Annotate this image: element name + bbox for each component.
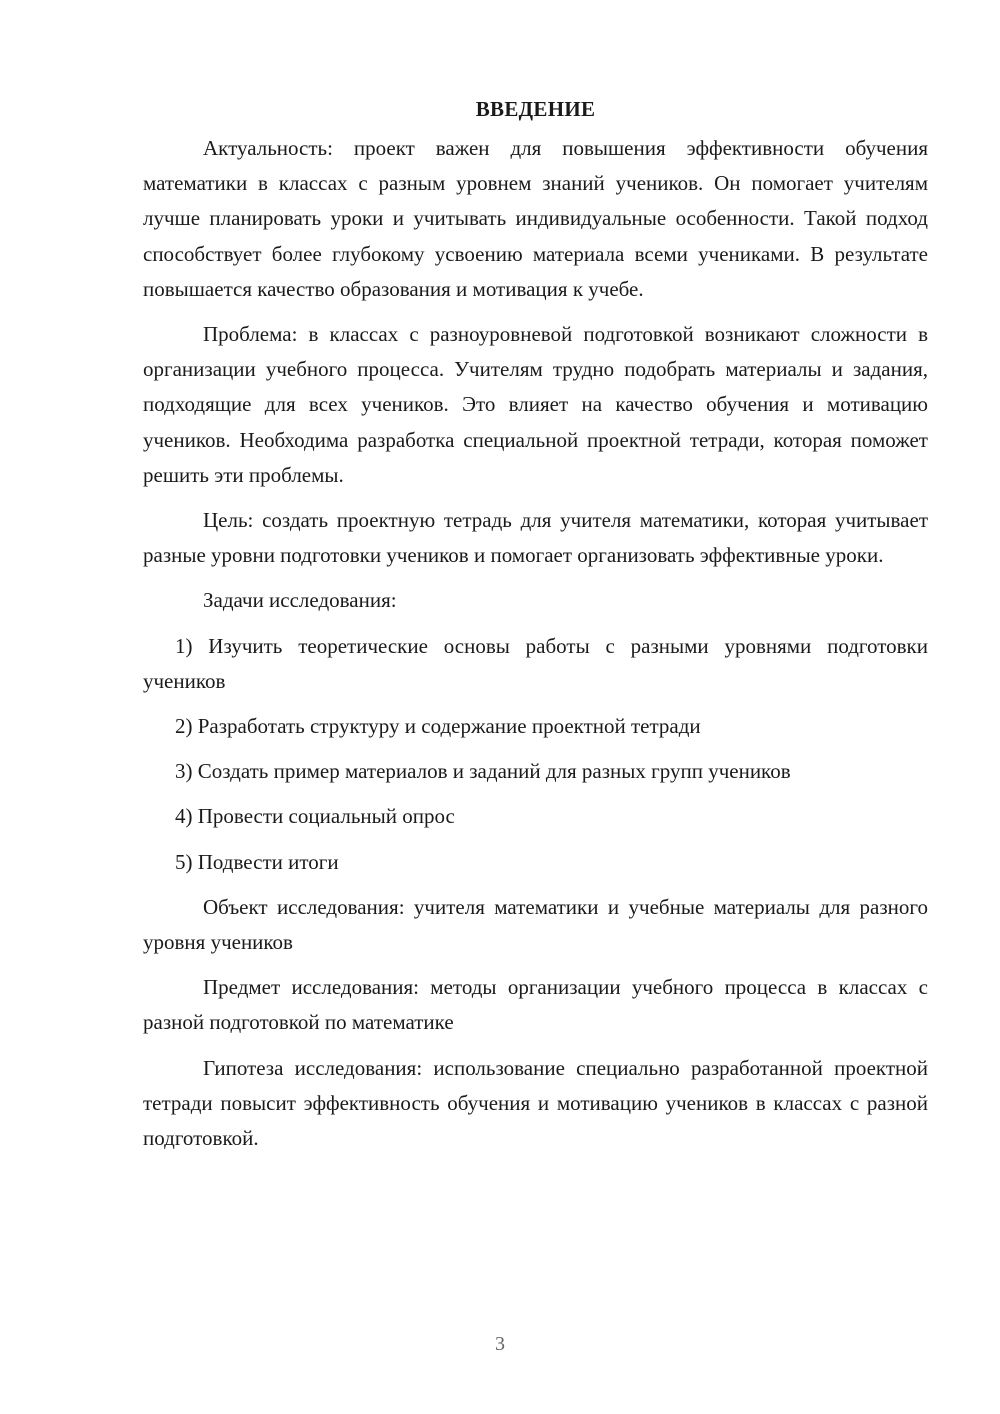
list-item: 2) Разработать структуру и содержание проектной тетради: [175, 714, 701, 739]
list-item: 4) Провести социальный опрос: [175, 804, 455, 829]
paragraph-object: Объект исследования: учителя математики и учебные материалы для разного уровня учеников: [143, 894, 928, 955]
paragraph-goal: Цель: создать проектную тетрадь для учителя математики, которая учитывает разные уровни подготовки учеников и помогает организовать эффективные уроки.: [143, 508, 928, 568]
tasks-title: Задачи исследования:: [203, 588, 397, 613]
page-number: 3: [495, 1333, 505, 1355]
paragraph-hypothesis: Гипотеза исследования: использование специально разработанной проектной тетради повысит эффективность обучения и мотивацию учеников в классах с разной подготовкой.: [143, 1055, 928, 1151]
list-item: 1) Изучить теоретические основы работы с разными уровнями подготовки учеников: [143, 633, 928, 693]
list-item: 5) Подвести итоги: [175, 849, 339, 874]
document-page: [143, 92, 928, 1166]
list-item: 3) Создать пример материалов и заданий для разных групп учеников: [175, 759, 791, 784]
paragraph-problem: Проблема: в классах с разноуровневой подготовкой возникают сложности в организации учебного процесса. Учителям трудно подобрать материалы и задания, подходящие для всех учеников. Это влияет на качество обучения и мотивацию учеников. Необходима разработка специальной проектной тетради, которая поможет решить эти проблемы.: [143, 322, 928, 487]
paragraph-relevance: Актуальность: проект важен для повышения эффективности обучения математики в классах с разным уровнем знаний учеников. Он помогает учителям лучше планировать уроки и учитывать индивидуальные особенности. Такой подход способствует более глубокому усвоению материала всеми учениками. В результате повышается качество образования и мотивация к учебе.: [143, 136, 928, 301]
paragraph-subject: Предмет исследования: методы организации учебного процесса в классах с разной подготовкой по математике: [143, 975, 928, 1035]
page-title: ВВЕДЕНИЕ: [475, 97, 596, 121]
